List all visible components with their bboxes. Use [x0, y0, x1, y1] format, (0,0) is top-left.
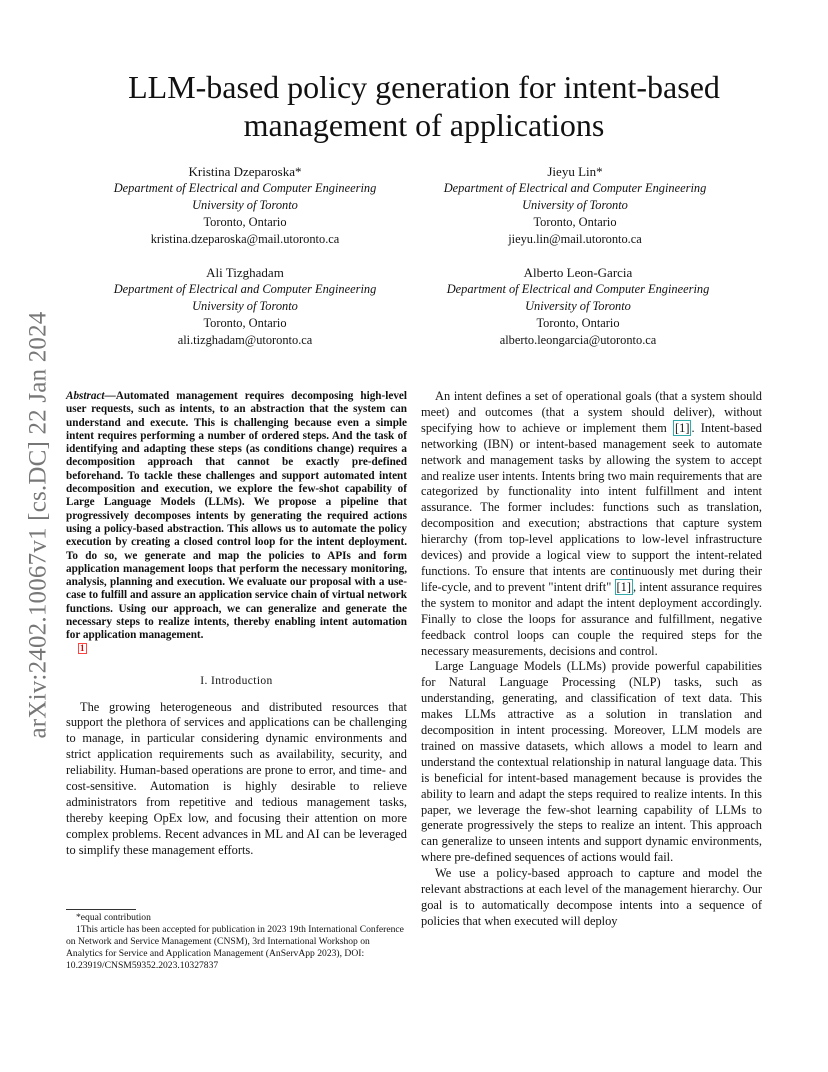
author-block: [75, 163, 415, 248]
abstract: [66, 390, 407, 660]
author-email[interactable]: kristina.dzeparoska@mail.utoronto.ca: [150, 232, 340, 246]
arxiv-watermark: [20, 290, 56, 760]
text-run: An intent defines a set of operational goals (that a system should meet) and outcomes (that a system should deliver), without specifying how to achieve or implement them: [421, 389, 762, 435]
author-city: Toronto, Ontario: [203, 215, 287, 229]
arxiv-id: arXiv:2402.10067v1 [cs.DC] 22 Jan 2024: [24, 311, 51, 739]
author-dept: Department of Electrical and Computer Engineering: [113, 181, 377, 195]
author-email[interactable]: ali.tizghadam@utoronto.ca: [177, 333, 313, 347]
author-city: Toronto, Ontario: [203, 316, 287, 330]
footnotes: [66, 912, 407, 972]
text-run: , intent assurance requires the system to monitor and adapt the intent deployment accordingly. Finally to close the loops for assurance and fulfillment, negative feedback control loops can couple the required steps for the necessary measurements, decisions and control.: [421, 579, 762, 658]
author-dept: Department of Electrical and Computer Engineering: [446, 282, 710, 296]
paper-title: LLM-based policy generation for intent-based management of applications: [128, 69, 720, 143]
citation-link[interactable]: [1]: [616, 579, 631, 594]
citation-link[interactable]: [1]: [675, 420, 690, 435]
author-name: Alberto Leon-Garcia: [523, 265, 633, 280]
abstract-lead: Abstract: [66, 390, 105, 402]
author-dept: Department of Electrical and Computer Engineering: [113, 282, 377, 296]
author-univ: University of Toronto: [192, 198, 298, 212]
body-paragraph: We use a policy-based approach to capture and model the relevant abstractions at each level of the management hierarchy. Our goal is to automatically decompose intents into a sequence of policies that when executed will deploy: [421, 866, 762, 928]
author-name: Kristina Dzeparoska*: [188, 164, 302, 179]
footnote-link[interactable]: 1: [80, 642, 85, 653]
section-heading: I. Introduction: [200, 674, 273, 687]
author-name: Ali Tizghadam: [206, 265, 284, 280]
author-univ: University of Toronto: [522, 198, 628, 212]
author-city: Toronto, Ontario: [533, 215, 617, 229]
author-name: Jieyu Lin*: [547, 164, 603, 179]
author-city: Toronto, Ontario: [536, 316, 620, 330]
body-paragraph: Large Language Models (LLMs) provide powerful capabilities for Natural Language Processing (NLP) tasks, such as understanding, generating, and classification of text data. This makes LLMs attractive as a solution in translation and decomposition in intent processing. Moreover, LLM models are trained on massive datasets, which allows a model to learn and understand the contextual relationship in natural language data. This is beneficial for intent-based management because is provides the ability to learn and adapt the steps required to realize intents. In this paper, we leverage the few-shot learning capability of LLMs to generate progressively the steps to realize an intent. This approach can generalize to unseen intents and support dynamic environments, where pre-defined sequences of actions would fail.: [421, 659, 762, 865]
author-univ: University of Toronto: [525, 299, 631, 313]
left-column: [66, 390, 407, 859]
author-block: [408, 264, 748, 349]
intro-paragraph: The growing heterogeneous and distributed resources that support the plethora of services and applications can be challenging to manage, in particular considering dynamic environments and strict application requirements such as availability, security, and reliability. Human-based operations are prone to error, and time- and cost-sensitive. Automation is highly desirable to relieve administrators from repetitive and tedious management tasks, thereby keeping OpEx low, and focusing their attention on more complex problems. Recent advances in ML and AI can be leveraged to simplify these management efforts.: [66, 699, 407, 857]
author-email[interactable]: jieyu.lin@mail.utoronto.ca: [508, 232, 642, 246]
author-dept: Department of Electrical and Computer Engineering: [443, 181, 707, 195]
author-email[interactable]: alberto.leongarcia@utoronto.ca: [499, 333, 657, 347]
author-block: [405, 163, 745, 248]
text-run: . Intent-based networking (IBN) or intent-based management seek to automate network and management tasks by allowing the system to accept and realize user intents. Intents bring two main requirements that are categorized by functionality into intent fulfillment and intent assurance. The former includes: functions such as translation, decomposition and execution; abstractions that capture system hierarchy (from top-level applications to low-level infrastructure devices) and provide a logical view to support the intent-related functions. To ensure that intents are continuously met during their life-cycle, and to prevent "intent drift": [421, 420, 763, 594]
footnote-item: 1This article has been accepted for publication in 2023 19th International Conference on Network and Service Management (CNSM), 3rd International Workshop on Analytics for Service and Application Management (AnServApp 2023), DOI: 10.23919/CNSM59352.2023.10327837: [66, 924, 404, 971]
abstract-text: —Automated management requires decomposing high-level user requests, such as intents, to an abstraction that the system can understand and execute. This is challenging because even a simple intent requires performing a number of ordered steps. And the task of identifying and adapting these steps (as conditions change) requires a decomposition approach that cannot be exactly pre-defined beforehand. To tackle these challenges and support automated intent decomposition and execution, we explore the few-shot capability of Large Language Models (LLMs). We propose a pipeline that progressively decomposes intents by generating the required actions using a policy-based abstraction. This allows us to automate the policy execution by creating a closed control loop for the intent deployment. To do so, we generate and map the policies to APIs and form application management loops that perform the necessary monitoring, analysis, planning and execution. We evaluate our proposal with a use-case to fulfill and assure an application service chain of virtual network functions. Using our approach, we can generalize and generate the necessary steps to realize intents, thereby enabling intent automation for application management.: [66, 390, 407, 642]
author-univ: University of Toronto: [192, 299, 298, 313]
body-paragraph: [421, 389, 762, 659]
footnote-divider: [66, 909, 136, 910]
author-block: [75, 264, 415, 349]
footnote-item: *equal contribution: [76, 912, 151, 923]
right-column: [421, 389, 762, 930]
